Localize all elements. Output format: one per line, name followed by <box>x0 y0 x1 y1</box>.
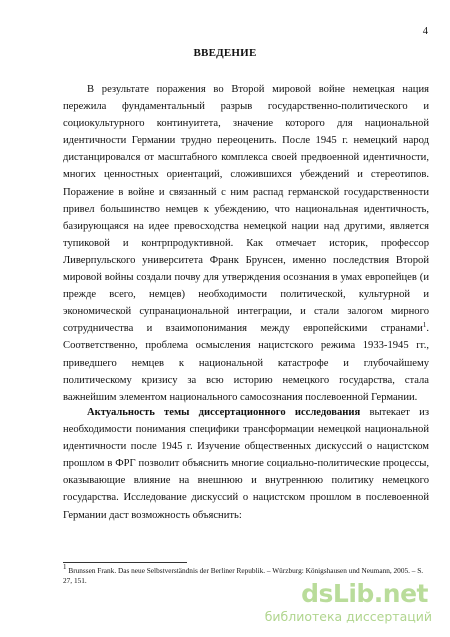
paragraph-line: государства. Исследование дискуссий о нацистском прошлом в послевоенной <box>63 492 429 504</box>
footnote-text: Brunssen Frank. Das neue Selbstverständnis der Berliner Republik. – Würzburg: Königshausen und Neumann, 2005. – S. 27, 151. <box>63 566 424 585</box>
watermark-caption: библиотека диссертаций <box>264 609 432 624</box>
watermark <box>264 579 436 629</box>
paragraph-line: дистанцировался от масштабного комплекса своей предвоенной идентичности, <box>63 152 429 164</box>
paragraph-line: идентичности после 1945 г. Изучение общественных дискуссий о нацистском <box>63 441 429 453</box>
paragraph-intro <box>63 81 429 406</box>
footnote-separator <box>63 562 187 563</box>
paragraph-line: тупиковой и контрпродуктивной. Как отмечает историк, профессор <box>63 237 429 249</box>
paragraph-line: привел большинство немцев к убеждению, что национальная идентичность, <box>63 203 429 215</box>
paragraph-line: важнейшим элементом национального самосознания послевоенной Германии. <box>63 391 418 403</box>
paragraph-line: экономической супранациональной интеграции, и стали залогом мирного <box>63 306 429 318</box>
paragraph-line: Германии даст возможность объяснить: <box>63 509 242 521</box>
paragraph-line: многих ценностных ориентаций, сложившихся убеждений и стереотипов. <box>63 169 429 181</box>
paragraph-line-with-footnote <box>63 320 429 337</box>
paragraph-line: оказывающие влияние на внешнюю и внутреннюю политику немецкого <box>63 475 429 487</box>
paragraph-line: Поражение в войне и связанный с ним распад германской государственности <box>63 186 429 198</box>
page-number: 4 <box>422 26 428 37</box>
paragraph-line: политическому кризису за всю историю немецкого государства, стала <box>63 374 429 386</box>
paragraph-line: социокультурного континуитета, значение которого для национальной <box>63 118 429 130</box>
paragraph-line: Соответственно, проблема осмысления нацистского режима 1933-1945 гг., <box>63 340 429 352</box>
paragraph-first-line <box>63 404 429 421</box>
paragraph-line: мировой войны создали почву для утверждения осознания в умах европейцев (и <box>63 272 429 284</box>
footnote-marker: 1 <box>63 563 67 571</box>
paragraph-line: базирующаяся на идее превосходства немецкой нации над другими, является <box>63 220 429 232</box>
paragraph-line: прошлом в ФРГ позволит объяснить многие социально-политические процессы, <box>63 458 429 470</box>
paragraph-line-text: вытекает из <box>360 407 430 418</box>
paragraph-line: необходимости понимания специфики трансформации немецкой национальной <box>63 424 429 436</box>
paragraph-line-text: сотрудничества и взаимопонимания между европейскими странами <box>63 323 423 335</box>
paragraph-line: Ливерпульского университета Франк Брунсен, именно последствия Второй <box>63 254 429 266</box>
paragraph-line: прежде всего, немцев) необходимости политической, культурной и <box>63 289 429 301</box>
section-title: ВВЕДЕНИЕ <box>193 47 257 59</box>
footnote-reference[interactable]: 1 <box>422 321 427 330</box>
footnote-ref-suffix: . <box>426 323 429 335</box>
relevance-heading: Актуальность темы диссертационного исследования <box>87 407 361 418</box>
paragraph-line: В результате поражения во Второй мировой войне немецкая нация <box>87 84 429 95</box>
paragraph-line: приведшего немцев к национальной катастрофе и глубочайшему <box>63 357 429 369</box>
paragraph-line: пережила фундаментальный разрыв государственно-политического и <box>63 101 429 113</box>
watermark-logo: dsLib.net <box>301 579 428 608</box>
paragraph-line: идентичности Германии трудно переоценить. После 1945 г. немецкий народ <box>63 135 429 147</box>
paragraph-relevance <box>63 404 429 524</box>
